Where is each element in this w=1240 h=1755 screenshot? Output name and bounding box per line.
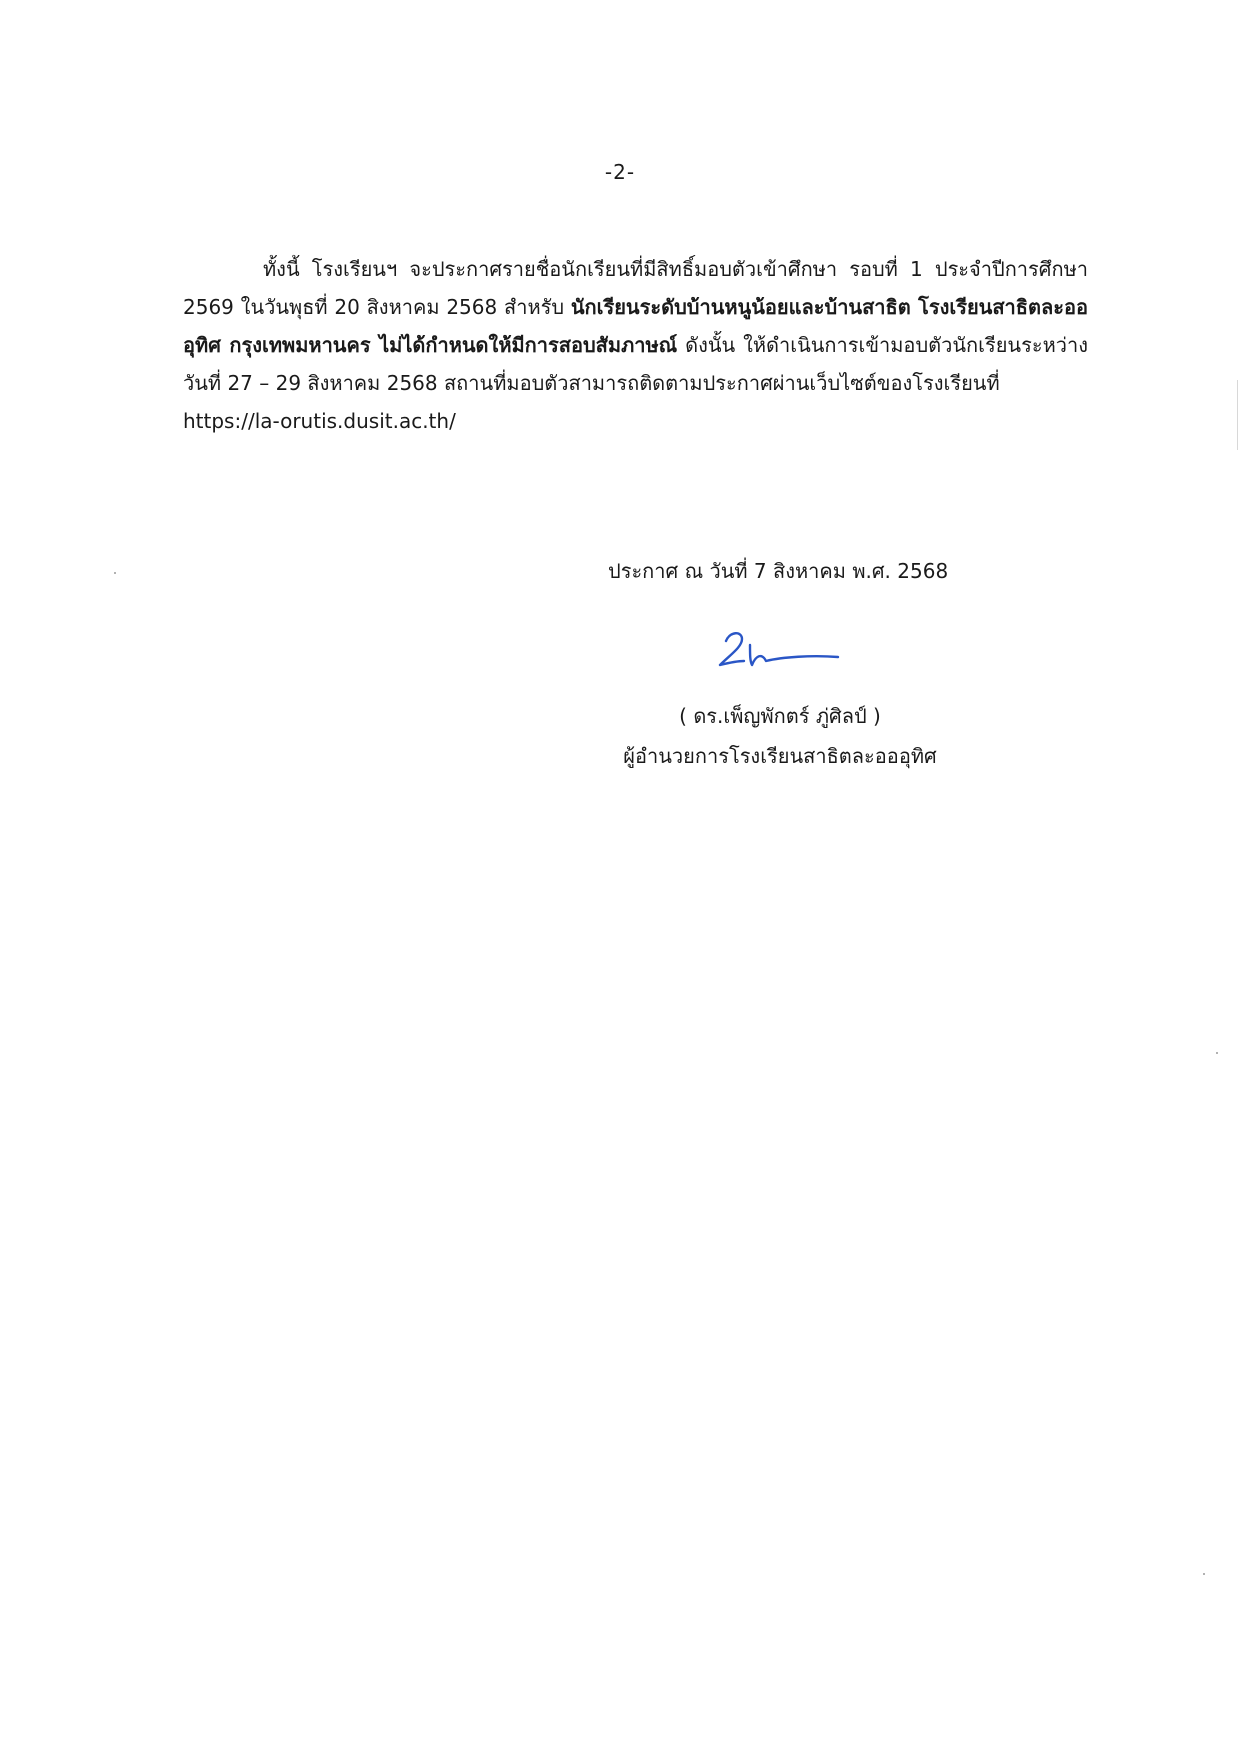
scan-speck [114, 572, 116, 574]
school-website-url: https://la-orutis.dusit.ac.th/ [183, 409, 456, 433]
paragraph-text-part2: ดังนั้น ให้ดำเนินการเข้ามอบตัวนักเรียนระหว่างวันที่ 27 – 29 สิงหาคม 2568 สถานที่มอบตัวสามารถติดตามประกาศผ่านเว็บไซต์ของโรงเรียนที่ [183, 333, 1088, 395]
signer-title: ผู้อำนวยการโรงเรียนสาธิตละอออุทิศ [623, 744, 937, 768]
scan-speck [1203, 1573, 1205, 1575]
page-number: -2- [604, 160, 636, 184]
paragraph-bold-text: นักเรียนระดับบ้านหนูน้อยและบ้านสาธิต โรงเรียนสาธิตละอออุทิศ กรุงเทพมหานคร ไม่ได้กำหนดให้มีการสอบสัมภาษณ์ [183, 295, 1088, 357]
announcement-date: ประกาศ ณ วันที่ 7 สิงหาคม พ.ศ. 2568 [608, 559, 949, 583]
scan-speck [1216, 1052, 1218, 1054]
scan-edge-mark [1237, 380, 1238, 450]
announcement-paragraph [183, 250, 1088, 440]
signature-stroke [720, 633, 838, 665]
paragraph-text-part1: ทั้งนี้ โรงเรียนฯ จะประกาศรายชื่อนักเรียนที่มีสิทธิ์มอบตัวเข้าศึกษา รอบที่ 1 ประจำปีการศึกษา 2569 ในวันพุธที่ 20 สิงหาคม 2568 สำหรับ [183, 257, 1088, 319]
handwritten-signature [712, 625, 842, 673]
signer-name: ( ดร.เพ็ญพักตร์ ภู่ศิลป์ ) [679, 704, 881, 728]
